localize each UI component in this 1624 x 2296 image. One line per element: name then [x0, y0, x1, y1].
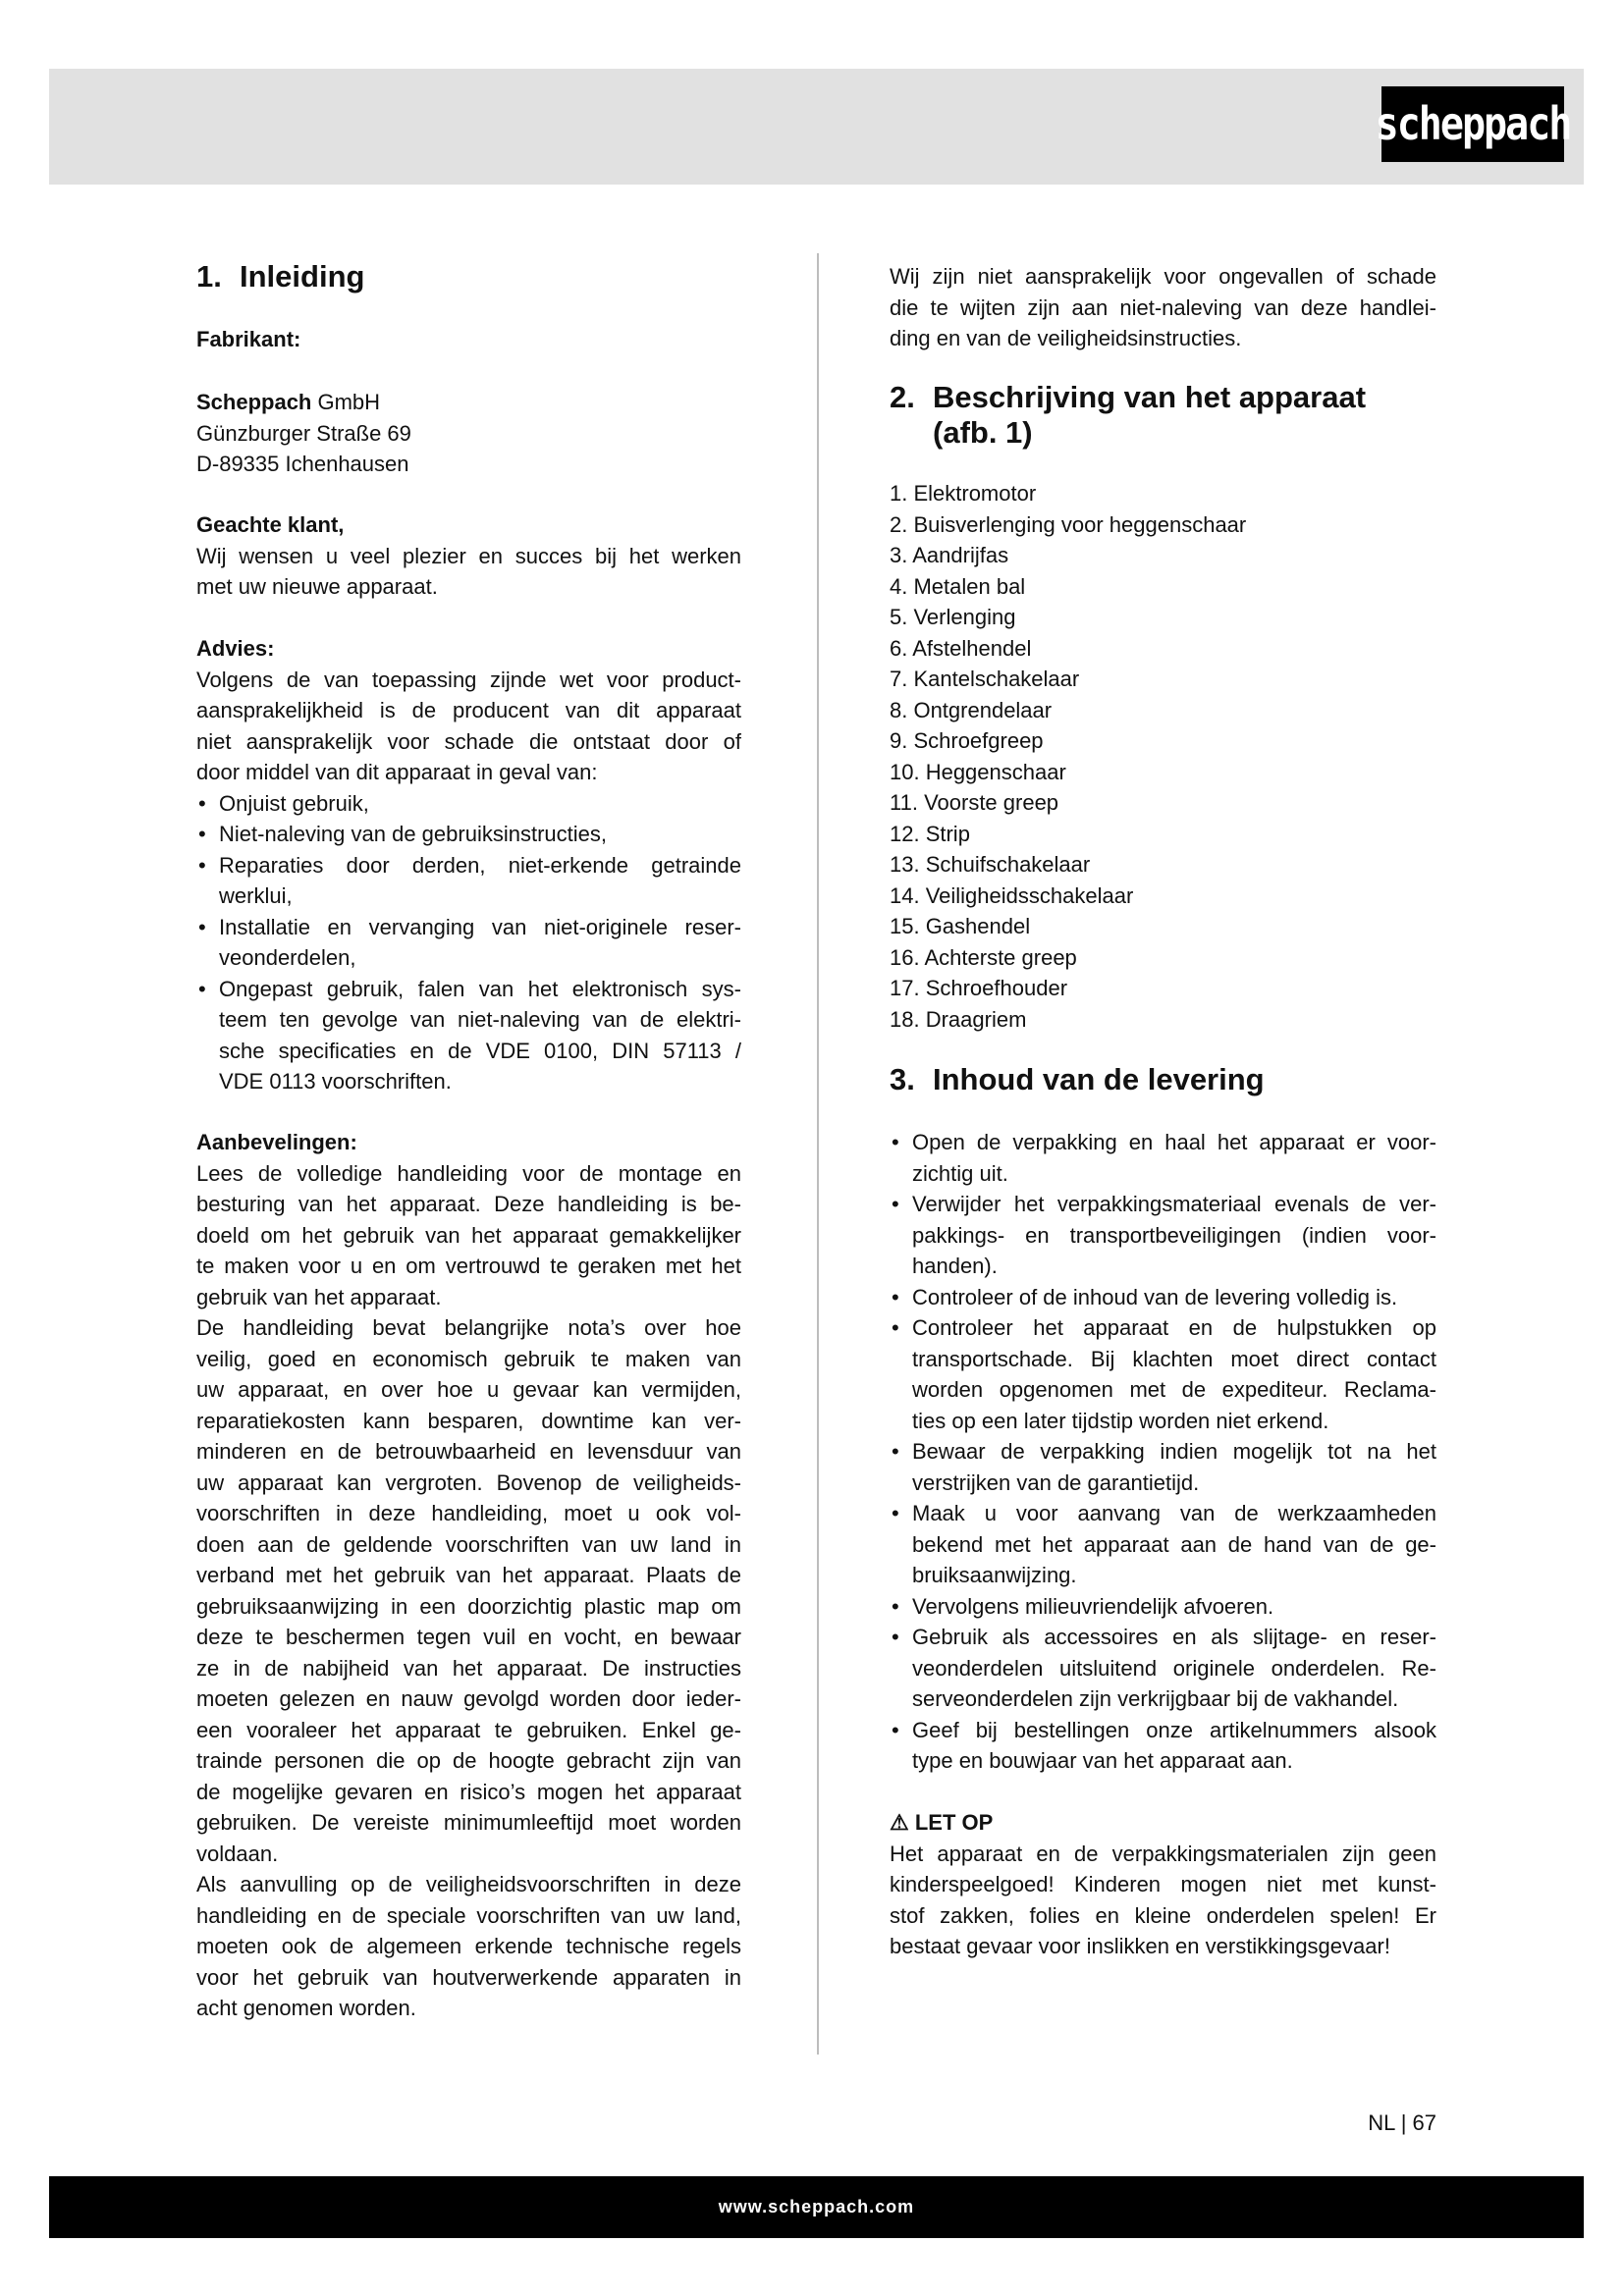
paragraph-line: een vooraleer het apparaat te gebruiken. Enkel ge-: [196, 1717, 741, 1742]
bullet-item: [890, 1622, 1436, 1715]
parts-list-item: 2. Buisverlenging voor heggenschaar: [890, 511, 1247, 537]
paragraph-line: doen aan de geldende voorschriften van uw land in: [196, 1531, 741, 1557]
section-title: Inhoud van de levering: [933, 1062, 1265, 1096]
bullet-item: [890, 1498, 1436, 1591]
paragraph-line: veilig, goed en economisch gebruik te maken van: [196, 1346, 741, 1371]
paragraph-line: gebruiken. De vereiste minimumleeftijd moet worden: [196, 1810, 741, 1835]
section-title-continued: (afb. 1): [933, 415, 1033, 450]
bullet-icon: •: [198, 822, 206, 846]
warning-text-line: bestaat gevaar voor inslikken en verstikkingsgevaar!: [890, 1934, 1390, 1958]
section-title: Beschrijving van het apparaat: [933, 380, 1367, 414]
bullet-item: [196, 912, 741, 974]
bullet-icon: •: [198, 790, 206, 816]
paragraph-line: verband met het gebruik van het apparaat. Plaats de: [196, 1563, 741, 1587]
bullet-item: [196, 788, 741, 820]
recommendations-label: Aanbevelingen:: [196, 1130, 357, 1154]
bullet-item: [890, 1436, 1436, 1498]
text-line: ding en van de veiligheidsinstructies.: [890, 326, 1242, 350]
address-line: Günzburger Straße 69: [196, 420, 411, 446]
warning-text-line: stof zakken, folies en kleine onderdelen spelen! Er: [890, 1902, 1436, 1928]
paragraph-line: doeld om het gebruik van het apparaat gemakkelijker: [196, 1222, 741, 1248]
paragraph-line: gebruiksaanwijzing in een doorzichtig plastic map om: [196, 1593, 741, 1619]
bullet-icon: •: [892, 1130, 899, 1154]
parts-list-item: 1. Elektromotor: [890, 481, 1037, 506]
warning-text-line: kinderspeelgoed! Kinderen mogen niet met kunst-: [890, 1872, 1436, 1896]
manufacturer-label: Fabrikant:: [196, 327, 301, 351]
paragraph-line: uw apparaat, en over hoe u gevaar kan vermijden,: [196, 1377, 741, 1402]
text-line: Volgens de van toepassing zijnde wet voor product-: [196, 667, 741, 692]
address-line: D-89335 Ichenhausen: [196, 452, 409, 476]
bullet-text: Installatie en vervanging van niet-originele reser-: [219, 914, 741, 939]
bullet-text: teem ten gevolge van niet-naleving van de elektri-: [219, 1007, 741, 1032]
liability-paragraph: [890, 261, 1436, 354]
bullet-text: sche specificaties en de VDE 0100, DIN 57113 /: [219, 1038, 741, 1063]
scheppach-logo: scheppach: [1381, 86, 1564, 162]
bullet-text: type en bouwjaar van het apparaat aan.: [912, 1748, 1293, 1773]
bullet-text: Reparaties door derden, niet-erkende getrainde: [219, 852, 741, 878]
bullet-text: Niet-naleving van de gebruiksinstructies,: [219, 822, 607, 846]
text-line: niet aansprakelijk voor schade die ontstaat door of: [196, 728, 741, 754]
company-name-bold: Scheppach: [196, 390, 312, 414]
paragraph-line: acht genomen worden.: [196, 1996, 416, 2020]
bullet-text: handen).: [912, 1254, 998, 1278]
paragraph-line: uw apparaat kan vergroten. Bovenop de veiligheids-: [196, 1469, 741, 1495]
paragraph-line: te maken voor u en om vertrouwd te geraken met het: [196, 1254, 741, 1278]
parts-list-item: 16. Achterste greep: [890, 944, 1077, 970]
parts-list-item: 8. Ontgrendelaar: [890, 697, 1053, 722]
parts-list-item: 13. Schuifschakelaar: [890, 852, 1091, 877]
parts-list-item: 14. Veiligheidsschakelaar: [890, 882, 1134, 908]
bullet-icon: •: [892, 1284, 899, 1309]
footer-bar: [49, 2176, 1584, 2238]
footer-url[interactable]: www.scheppach.com: [718, 2197, 915, 2216]
paragraph-line: voorschriften in deze handleiding, moet u ook vol-: [196, 1501, 741, 1525]
parts-list-item: 5. Verlenging: [890, 605, 1016, 629]
text-line: door middel van dit apparaat in geval van:: [196, 760, 598, 784]
text-line: aansprakelijkheid is de producent van dit apparaat: [196, 698, 741, 722]
bullet-text: Verwijder het verpakkingsmateriaal evenals de ver-: [912, 1192, 1436, 1216]
parts-list-item: 11. Voorste greep: [890, 790, 1059, 815]
bullet-text: transportschade. Bij klachten moet direct contact: [912, 1346, 1436, 1371]
bullet-icon: •: [892, 1625, 899, 1649]
recommendations-block: [196, 1127, 741, 2024]
paragraph-line: voor het gebruik van houtverwerkende apparaten in: [196, 1964, 741, 1990]
bullet-text: veonderdelen uitsluitend originele onderdelen. Re-: [912, 1655, 1436, 1681]
bullet-text: bekend met het apparaat aan de hand van de ge-: [912, 1531, 1436, 1557]
bullet-text: serveonderdelen zijn verkrijgbaar bij de vakhandel.: [912, 1686, 1399, 1711]
parts-list-item: 6. Afstelhendel: [890, 635, 1032, 661]
bullet-icon: •: [892, 1717, 899, 1742]
bullet-text: Gebruik als accessoires en als slijtage- en reser-: [912, 1625, 1436, 1649]
parts-list-item: 9. Schroefgreep: [890, 728, 1044, 753]
greeting-block: [196, 509, 741, 603]
bullet-item: [890, 1189, 1436, 1282]
bullet-icon: •: [198, 976, 206, 1001]
bullet-item: [196, 850, 741, 912]
bullet-item: [890, 1715, 1436, 1777]
paragraph-line: voldaan.: [196, 1841, 279, 1866]
bullet-item: [890, 1282, 1436, 1313]
section-3-heading: [890, 1062, 1436, 1097]
bullet-text: Bewaar de verpakking indien mogelijk tot na het: [912, 1439, 1436, 1464]
bullet-item: [890, 1127, 1436, 1189]
text-line: die te wijten zijn aan niet-naleving van deze handlei-: [890, 294, 1436, 320]
advice-block: [196, 633, 741, 1097]
bullet-icon: •: [198, 852, 206, 878]
paragraph-line: deze te beschermen tegen vuil en vocht, en bewaar: [196, 1625, 741, 1649]
bullet-icon: •: [198, 914, 206, 939]
parts-list-item: 7. Kantelschakelaar: [890, 667, 1080, 691]
warning-block: [890, 1807, 1436, 1962]
parts-list-item: 15. Gashendel: [890, 914, 1031, 938]
bullet-icon: •: [892, 1501, 899, 1525]
bullet-text: Maak u voor aanvang van de werkzaamheden: [912, 1501, 1436, 1525]
bullet-item: [196, 974, 741, 1097]
bullet-text: Onjuist gebruik,: [219, 790, 369, 816]
bullet-text: pakkings- en transportbeveiligingen (indien voor-: [912, 1222, 1436, 1248]
paragraph-line: Als aanvulling op de veiligheidsvoorschriften in deze: [196, 1872, 741, 1896]
bullet-text: worden opgenomen met de expediteur. Reclama-: [912, 1377, 1436, 1402]
paragraph-line: trainde personen die op de hoogte gebracht zijn van: [196, 1748, 741, 1773]
warning-label: LET OP: [914, 1810, 994, 1835]
paragraph-line: reparatiekosten kann besparen, downtime kan ver-: [196, 1408, 741, 1433]
company-name-rest: GmbH: [311, 390, 381, 414]
text-line: met uw nieuwe apparaat.: [196, 574, 438, 599]
bullet-text: Geef bij bestellingen onze artikelnummers alsook: [912, 1717, 1436, 1742]
paragraph-line: De handleiding bevat belangrijke nota’s over hoe: [196, 1315, 741, 1340]
bullet-item: [196, 819, 741, 850]
delivery-list: [890, 1127, 1436, 1777]
parts-list-item: 4. Metalen bal: [890, 573, 1026, 599]
bullet-text: Vervolgens milieuvriendelijk afvoeren.: [912, 1593, 1274, 1619]
bullet-text: verstrijken van de garantietijd.: [912, 1469, 1200, 1495]
paragraph-line: Lees de volledige handleiding voor de montage en: [196, 1160, 741, 1186]
paragraph-line: gebruik van het apparaat.: [196, 1284, 442, 1309]
bullet-icon: •: [892, 1439, 899, 1464]
bullet-text: Controleer het apparaat en de hulpstukken op: [912, 1315, 1436, 1340]
bullet-icon: •: [892, 1315, 899, 1340]
paragraph-line: minderen en de betrouwbaarheid en levensduur van: [196, 1439, 741, 1464]
bullet-item: [890, 1591, 1436, 1623]
bullet-text: ties op een later tijdstip worden niet erkend.: [912, 1408, 1329, 1433]
header-band: [49, 69, 1584, 185]
section-number: 2.: [890, 380, 915, 414]
warning-text-line: Het apparaat en de verpakkingsmaterialen zijn geen: [890, 1841, 1436, 1866]
paragraph-line: besturing van het apparaat. Deze handleiding is be-: [196, 1192, 741, 1216]
section-title: Inleiding: [240, 259, 365, 294]
parts-list-item: 12. Strip: [890, 821, 970, 846]
bullet-text: veonderdelen,: [219, 945, 356, 970]
parts-list-item: 3. Aandrijfas: [890, 543, 1009, 567]
page-number: NL | 67: [1368, 2110, 1436, 2135]
paragraph-line: handleiding en de speciale voorschriften van uw land,: [196, 1902, 741, 1928]
parts-list-item: 10. Heggenschaar: [890, 759, 1066, 784]
manufacturer-address: [196, 387, 741, 480]
advice-label: Advies:: [196, 636, 275, 661]
text-line: Wij zijn niet aansprakelijk voor ongevallen of schade: [890, 264, 1436, 289]
warning-triangle-icon: ⚠: [890, 1810, 909, 1835]
parts-list-item: 17. Schroefhouder: [890, 976, 1068, 1000]
bullet-text: Ongepast gebruik, falen van het elektronisch sys-: [219, 976, 741, 1001]
bullet-text: werklui,: [219, 883, 293, 908]
greeting-label: Geachte klant,: [196, 512, 345, 537]
paragraph-line: moeten ook de algemeen erkende technische regels: [196, 1934, 741, 1958]
bullet-icon: •: [892, 1192, 899, 1216]
bullet-item: [890, 1312, 1436, 1436]
paragraph-line: ze in de nabijheid van het apparaat. De instructies: [196, 1655, 741, 1681]
text-line: Wij wensen u veel plezier en succes bij het werken: [196, 543, 741, 568]
parts-list-item: 18. Draagriem: [890, 1006, 1027, 1032]
section-1-heading: [196, 259, 741, 294]
paragraph-line: de mogelijke gevaren en risico’s mogen het apparaat: [196, 1779, 741, 1804]
bullet-icon: •: [892, 1593, 899, 1619]
section-number: 3.: [890, 1062, 915, 1096]
bullet-text: bruiksaanwijzing.: [912, 1563, 1077, 1587]
column-divider: [817, 253, 819, 2055]
bullet-text: Controleer of de inhoud van de levering volledig is.: [912, 1284, 1398, 1309]
section-number: 1.: [196, 259, 222, 294]
bullet-text: Open de verpakking en haal het apparaat er voor-: [912, 1130, 1436, 1154]
bullet-text: zichtig uit.: [912, 1160, 1008, 1186]
parts-list: [890, 478, 1436, 1035]
paragraph-line: moeten gelezen en nauw gevolgd worden door ieder-: [196, 1686, 741, 1711]
section-2-heading: [890, 380, 1436, 451]
bullet-text: VDE 0113 voorschriften.: [219, 1069, 452, 1094]
